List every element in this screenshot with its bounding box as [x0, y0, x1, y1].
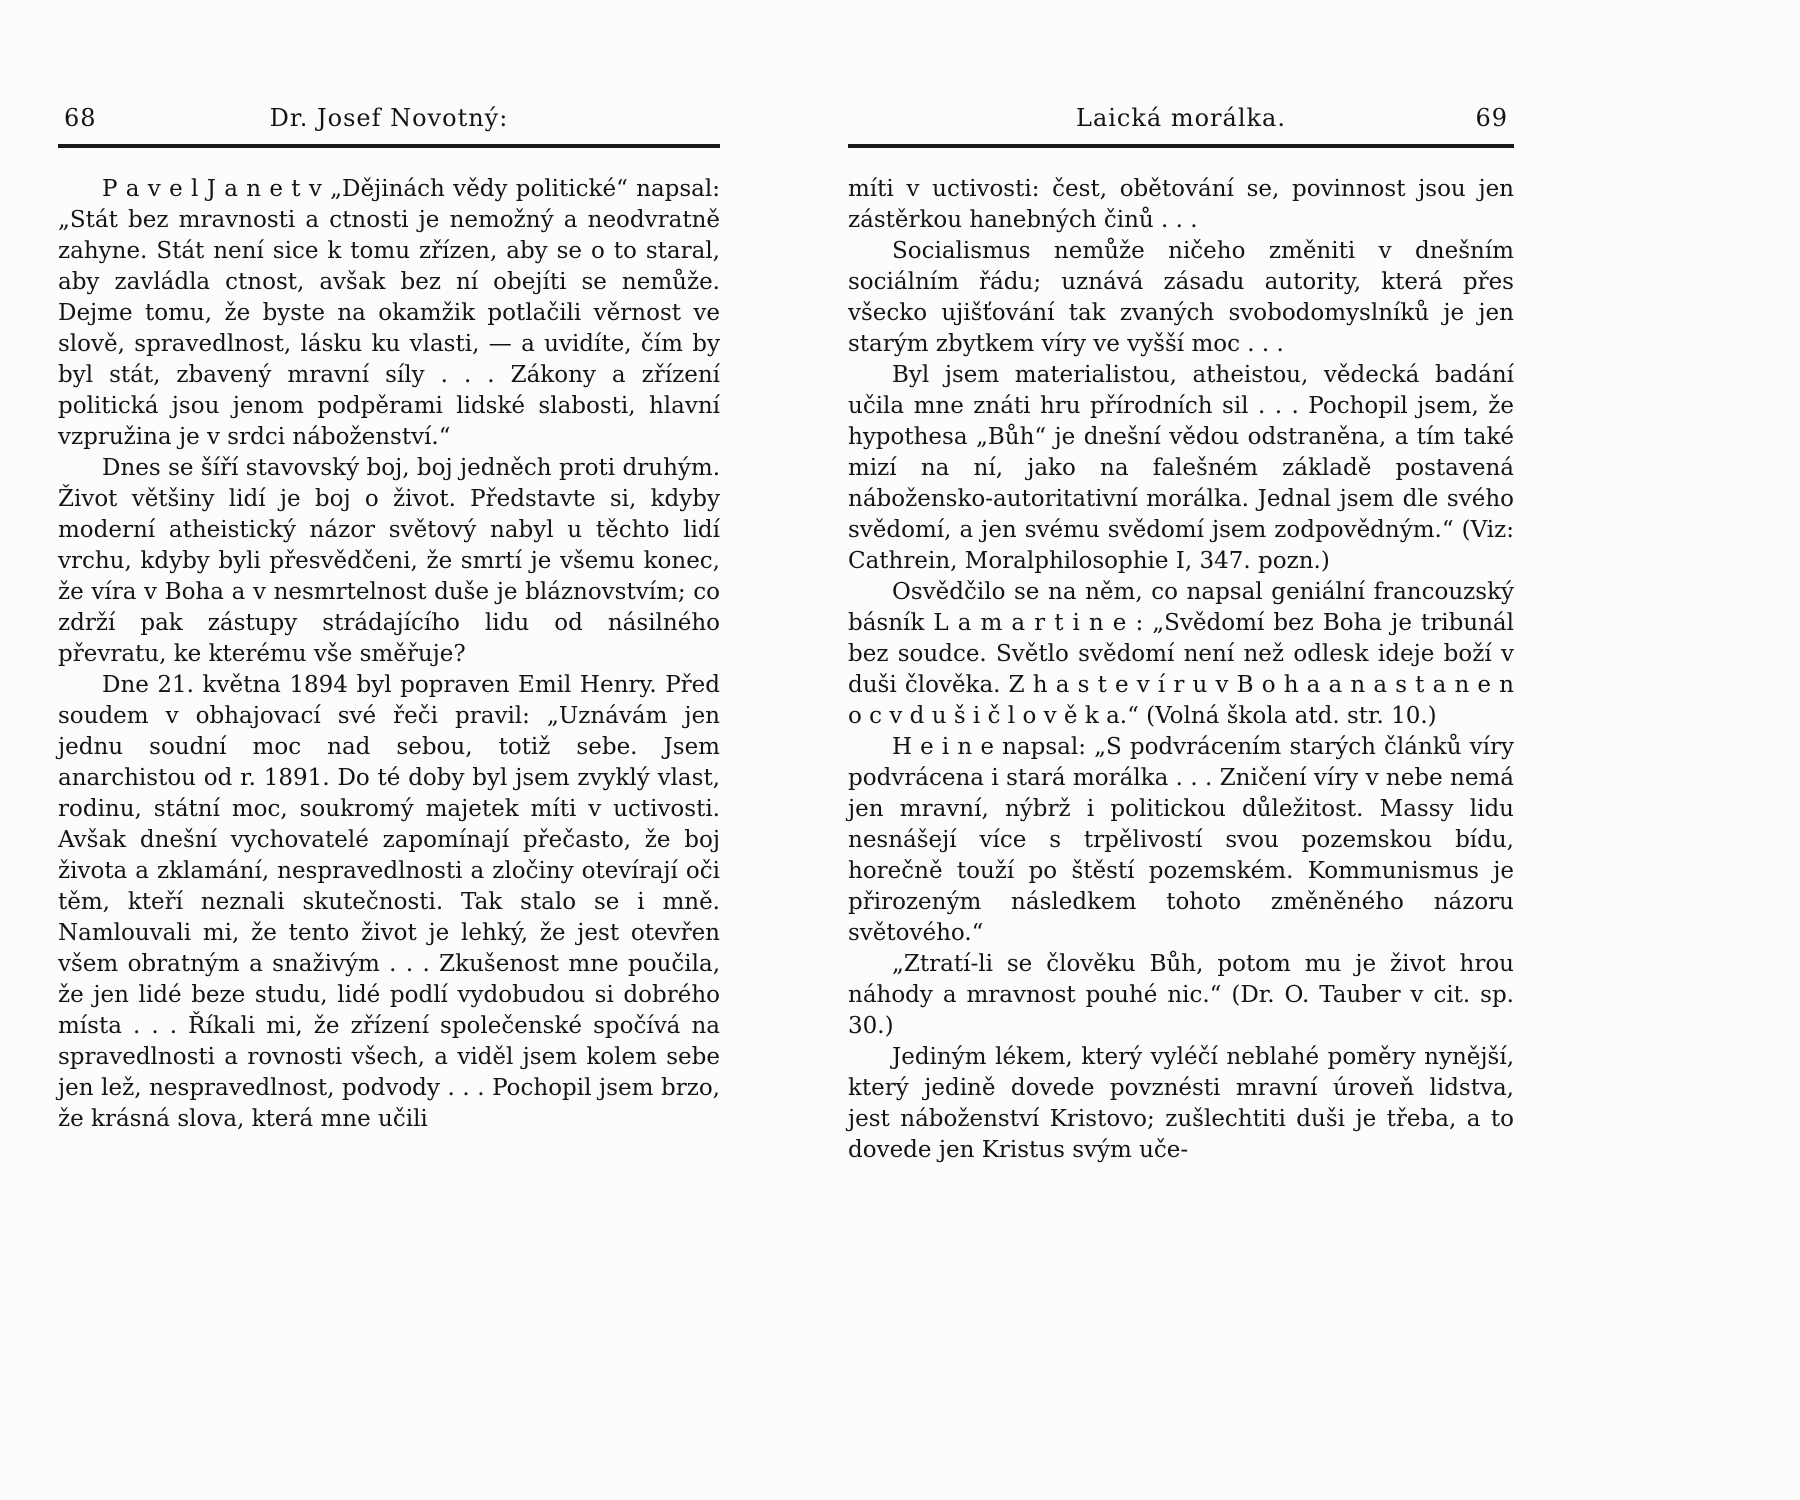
- running-head-left: [58, 104, 720, 148]
- running-head-right: [848, 104, 1514, 148]
- page-number-right: 69: [1475, 104, 1508, 132]
- page-right: [848, 104, 1514, 1166]
- left-page-body: [58, 148, 720, 1135]
- running-title-left: Dr. Josef Novotný:: [269, 104, 509, 132]
- running-title-right: Laická morálka.: [1076, 104, 1286, 132]
- paragraph: „Ztratí-li se člověku Bůh, potom mu je život hrou náhody a mravnost pouhé nic.“ (Dr. O. Tauber v cit. sp. 30.): [848, 951, 1514, 1039]
- right-page-body: [848, 148, 1514, 1166]
- paragraph: Jediným lékem, který vyléčí neblahé poměry nynější, který jedině dovede povznésti mravní úroveň lidstva, jest náboženství Kristovo; zušlechtiti duši je třeba, a to dovede jen Kristus svým uče-: [848, 1044, 1514, 1163]
- page-left: [58, 104, 720, 1135]
- paragraph: Socialismus nemůže ničeho změniti v dnešním sociálním řádu; uznává zásadu autority, která přes všecko ujišťování tak zvaných svobodomyslníků je jen starým zbytkem víry ve vyšší moc . . .: [848, 238, 1514, 357]
- paragraph: Dne 21. května 1894 byl popraven Emil Henry. Před soudem v obhajovací své řeči pravil: „Uznávám jen jednu soudní moc nad sebou, totiž sebe. Jsem anarchistou od r. 1891. Do té doby byl jsem zvyklý vlast, rodinu, státní moc, soukromý majetek míti v uctivosti. Avšak dnešní vychovatelé zapomínají přečasto, že boj života a zklamání, nespravedlnosti a zločiny otevírají oči těm, kteří neznali skutečnosti. Tak stalo se i mně. Namlouvali mi, že tento život je lehký, že jest otevřen všem obratným a snaživým . . . Zkušenost mne poučila, že jen lidé beze studu, lidé podlí vydobudou si dobrého místa . . . Říkali mi, že zřízení společenské spočívá na spravedlnosti a rovnosti všech, a viděl jsem kolem sebe jen lež, nespravedlnost, podvody . . . Pochopil jsem brzo, že krásná slova, která mne učili: [58, 672, 720, 1132]
- paragraph: Dnes se šíří stavovský boj, boj jedněch proti druhým. Život většiny lidí je boj o život. Představte si, kdyby moderní atheistický názor světový nabyl u těchto lidí vrchu, kdyby byli přesvědčeni, že smrtí je všemu konec, že víra v Boha a v nesmrtelnost duše je bláznovstvím; co zdrží pak zástupy strádajícího lidu od násilného převratu, ke kterému vše směřuje?: [58, 455, 720, 667]
- paragraph: H e i n e napsal: „S podvrácením starých článků víry podvrácena i stará morálka . . . Zničení víry v nebe nemá jen mravní, nýbrž i politickou důležitost. Massy lidu nesnášejí více s trpělivostí svou pozemskou bídu, horečně touží po štěstí pozemském. Kommunismus je přirozeným následkem tohoto změněného názoru světového.“: [848, 734, 1514, 946]
- paragraph-continuation: míti v uctivosti: čest, obětování se, povinnost jsou jen zástěrkou hanebných činů . . .: [848, 176, 1514, 233]
- paragraph: P a v e l J a n e t v „Dějinách vědy politické“ napsal: „Stát bez mravnosti a ctnosti je nemožný a neodvratně zahyne. Stát není sice k tomu zřízen, aby se o to staral, aby zavládla ctnost, avšak bez ní obejíti se nemůže. Dejme tomu, že byste na okamžik potlačili věrnost ve slově, spravedlnost, lásku ku vlasti, — a uvidíte, čím by byl stát, zbavený mravní síly . . . Zákony a zřízení politická jsou jenom podpěrami lidské slabosti, hlavní vzpružina je v srdci náboženství.“: [58, 176, 720, 450]
- paragraph: Byl jsem materialistou, atheistou, vědecká badání učila mne znáti hru přírodních sil . . . Pochopil jsem, že hypothesa „Bůh“ je dnešní vědou odstraněna, a tím také mizí na ní, jako na falešném základě postavená nábožensko-autoritativní morálka. Jednal jsem dle svého svědomí, a jen svému svědomí jsem zodpovědným.“ (Viz: Cathrein, Moralphilosophie I, 347. pozn.): [848, 362, 1514, 574]
- paragraph: Osvědčilo se na něm, co napsal geniální francouzský básník L a m a r t i n e : „Svědomí bez Boha je tribunál bez soudce. Světlo svědomí není než odlesk ideje boží v duši člověka. Z h a s t e v í r u v B o h a a n a s t a n e n o c v d u š i č l o v ě k a.“ (Volná škola atd. str. 10.): [848, 579, 1514, 729]
- page-number-left: 68: [64, 104, 97, 132]
